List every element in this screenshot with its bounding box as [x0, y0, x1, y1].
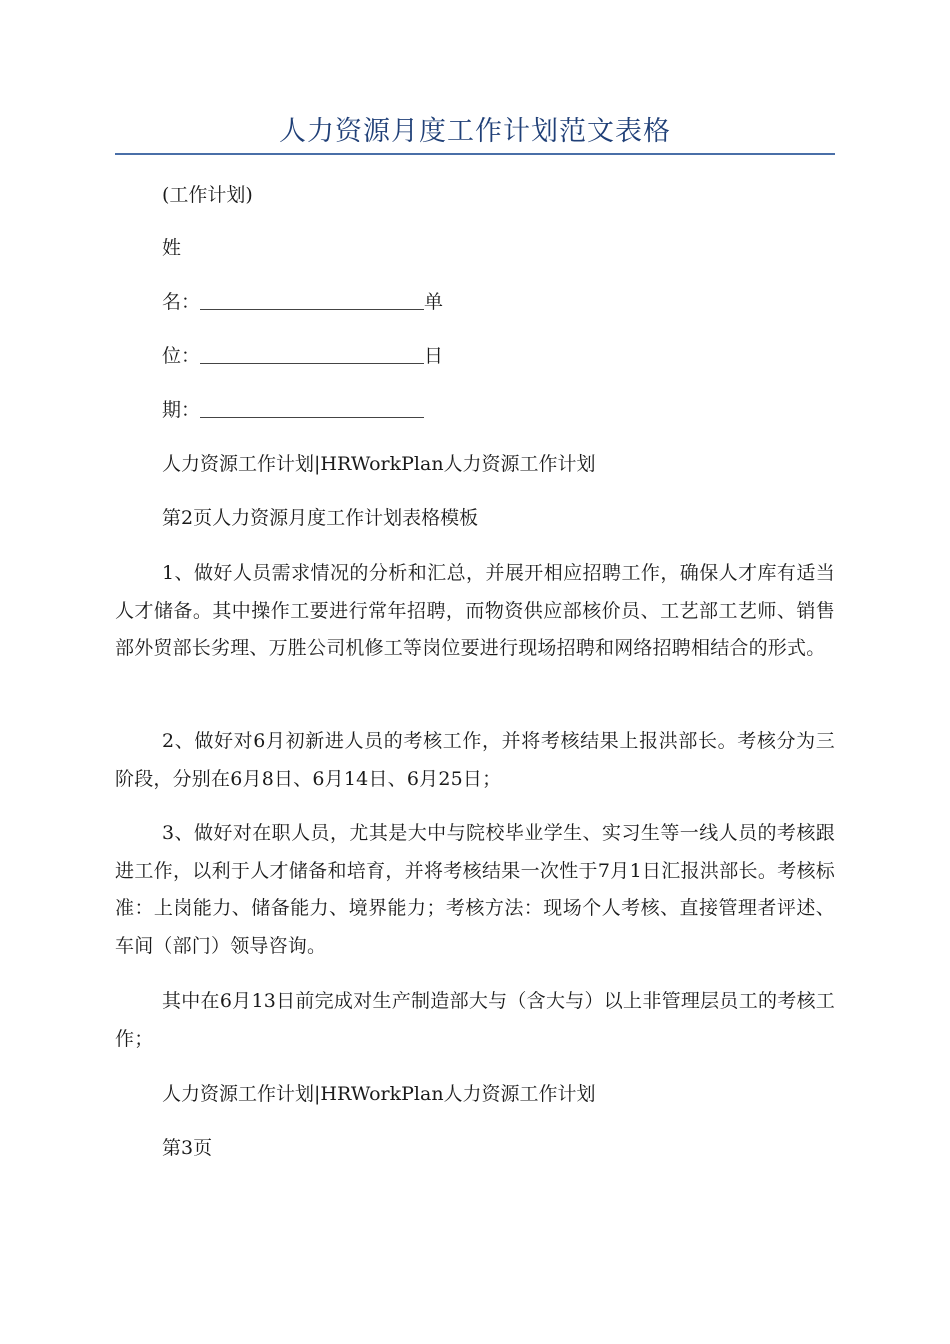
date-label-top: 日: [424, 345, 444, 367]
unit-label: 位：: [162, 345, 201, 367]
date-label: 期：: [162, 399, 201, 421]
name-row: [162, 287, 443, 317]
unit-row: [162, 341, 443, 371]
paragraph-3: 3、做好对在职人员，尤其是大中与院校毕业学生、实习生等一线人员的考核跟进工作，以利于人才储备和培育，并将考核结果一次性于7月1日汇报洪部长。考核标准：上岗能力、储备能力、境界能力；考核方法：现场个人考核、直接管理者评述、车间（部门）领导咨询。: [115, 822, 835, 957]
unit-blank-field[interactable]: [200, 345, 424, 364]
name-label-top: 姓: [162, 237, 182, 259]
page-2-heading: 第2页人力资源月度工作计划表格模板: [162, 507, 479, 529]
name-label: 名：: [162, 291, 201, 313]
running-header: 人力资源工作计划|HRWorkPlan人力资源工作计划: [162, 453, 596, 475]
name-blank-field[interactable]: [200, 291, 424, 310]
unit-label-top: 单: [424, 291, 444, 313]
running-header-2: 人力资源工作计划|HRWorkPlan人力资源工作计划: [162, 1083, 596, 1105]
date-row: [162, 395, 424, 425]
paragraph-2: 2、做好对6月初新进人员的考核工作，并将考核结果上报洪部长。考核分为三阶段，分别在6月8日、6月14日、6月25日；: [115, 730, 835, 790]
paragraph-4: 其中在6月13日前完成对生产制造部大与（含大与）以上非管理层员工的考核工作；: [115, 990, 835, 1050]
page-3-heading: 第3页: [162, 1137, 213, 1159]
document-title: 人力资源月度工作计划范文表格: [279, 116, 671, 147]
paragraph-1: 1、做好人员需求情况的分析和汇总，并展开相应招聘工作，确保人才库有适当人才储备。其中操作工要进行常年招聘，而物资供应部核价员、工艺部工艺师、销售部外贸部长劣理、万胜公司机修工等岗位要进行现场招聘和网络招聘相结合的形式。: [115, 562, 835, 659]
subtitle: (工作计划): [162, 184, 253, 206]
date-blank-field[interactable]: [200, 399, 424, 418]
title-underline: [115, 153, 835, 155]
